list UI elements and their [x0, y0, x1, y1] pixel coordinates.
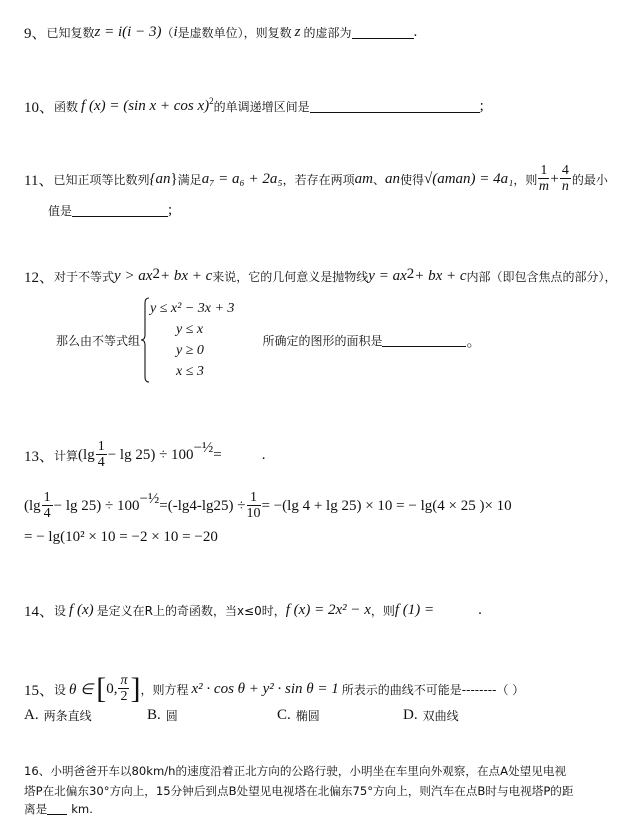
q9-formula: z	[294, 24, 301, 40]
option-text: 双曲线	[422, 709, 459, 723]
denominator: 10	[246, 506, 261, 521]
q11-text: ，若存在两项	[282, 172, 355, 187]
question-13-solution	[24, 491, 512, 521]
q13-end: .	[261, 446, 266, 463]
q9-number: 9、	[24, 26, 47, 42]
q13-formula: =	[213, 446, 222, 463]
q12-formula: y > ax	[114, 268, 153, 284]
q14-formula: f (x) = 2x² − x	[285, 602, 371, 618]
option-b[interactable]	[147, 707, 277, 724]
q12-formula: + bx + c	[414, 268, 467, 284]
q9-text: 的虚部为	[303, 26, 352, 40]
q11-number: 11、	[24, 172, 54, 189]
question-9	[24, 22, 417, 43]
q11-fraction	[560, 164, 571, 194]
q12-text: 那么由不等式组	[56, 333, 141, 348]
denominator: m	[538, 179, 549, 194]
q13-fraction	[96, 440, 107, 470]
q10-text: 函数	[54, 100, 79, 114]
q16-text: km.	[71, 802, 93, 816]
question-13-solution-line2: = − lg(10² × 10 = −2 × 10 = −20	[24, 529, 218, 545]
q12-formula: y = ax	[368, 268, 407, 284]
q11-formula: {a	[149, 170, 163, 187]
q11-text: 值是	[48, 204, 73, 218]
option-a[interactable]	[24, 707, 147, 724]
q13-fraction	[42, 491, 53, 521]
q10-number: 10、	[24, 100, 55, 116]
q12-text: 对于不等式	[54, 270, 115, 284]
q10-answer-blank[interactable]	[310, 100, 480, 113]
q10-end: ;	[479, 98, 484, 114]
q14-end: .	[478, 602, 482, 618]
q11-answer-blank[interactable]	[72, 204, 168, 217]
numerator: 1	[97, 439, 105, 454]
question-15	[24, 674, 524, 704]
q9-text: 已知复数	[46, 26, 95, 40]
question-12	[24, 266, 617, 287]
q13-solution-formula: = −(lg 4 + lg 25) × 10 = − lg(4 × 25 )× 10	[261, 497, 512, 514]
inequality: x ≤ 3	[176, 364, 204, 379]
q12-formula: + bx + c	[159, 268, 213, 284]
q9-formula: z = i(i − 3)	[94, 24, 162, 40]
q11-text: 的最小	[571, 172, 608, 187]
left-bracket: [	[96, 672, 107, 705]
question-12-system	[56, 297, 481, 383]
q15-fraction	[118, 674, 129, 704]
q15-formula: x² · cos θ + y² · sin θ = 1	[191, 680, 339, 697]
q11-text: 使得	[399, 172, 424, 187]
option-c[interactable]	[277, 707, 403, 724]
denominator: n	[561, 179, 569, 194]
q13-solution-formula: − lg 25) ÷ 100	[53, 497, 140, 514]
inequality-system	[150, 298, 234, 382]
q9-answer-blank[interactable]	[352, 26, 414, 39]
left-brace-icon	[140, 297, 150, 383]
q13-number: 13、	[24, 448, 55, 465]
q13-solution-formula: =(-lg4-lg25) ÷	[159, 497, 246, 514]
question-15-options	[24, 707, 459, 724]
q11-subscript: m	[362, 170, 373, 187]
inequality: y ≤ x² − 3x + 3	[150, 301, 235, 316]
denominator: 2	[120, 689, 128, 704]
q11-subscript: m	[444, 170, 456, 187]
option-label: D.	[403, 707, 418, 723]
q12-text: 内部（即包含焦点的部分），	[466, 270, 617, 284]
q14-text: ，则	[370, 604, 395, 618]
q13-fraction	[247, 491, 261, 521]
option-d[interactable]	[403, 707, 459, 724]
q14-text: 设	[54, 604, 67, 618]
q11-end: ;	[168, 202, 173, 218]
q14-text: 是定义在R上的奇函数，当x≤0时，	[96, 604, 286, 618]
q10-exponent: 2	[209, 96, 214, 106]
q15-number: 15、	[24, 682, 55, 699]
q12-answer-blank[interactable]	[382, 334, 466, 347]
q14-formula: f (1) =	[394, 602, 435, 618]
denominator: 4	[97, 455, 105, 470]
option-label: C.	[277, 707, 291, 723]
question-10	[24, 96, 484, 117]
q11-text: 满足	[177, 172, 202, 187]
q11-subscript: n	[392, 170, 400, 187]
q9-text: 是虚数单位），则复数	[177, 26, 292, 40]
q12-end: 。	[466, 333, 482, 350]
q15-text: ，则方程	[140, 682, 189, 697]
inequality: y ≤ x	[176, 322, 204, 337]
option-text: 两条直线	[43, 709, 92, 723]
q13-solution-formula: (lg	[24, 497, 41, 514]
q16-answer-blank[interactable]	[47, 803, 67, 815]
q12-exponent: 2	[152, 266, 160, 282]
question-16-line1: 16、小明爸爸开车以80km/h的速度沿着正北方向的公路行驶，小明坐在车里向外观察，在点A处望见电视	[24, 764, 567, 778]
q13-formula: (lg	[78, 446, 95, 463]
q14-number: 14、	[24, 604, 55, 620]
q12-text: 来说，它的几何意义是抛物线	[212, 270, 369, 284]
q10-formula: f (x) = (sin x + cos x)	[81, 98, 210, 114]
q11-formula: a	[455, 170, 464, 187]
numerator: π	[120, 673, 128, 688]
question-13	[24, 440, 266, 470]
q11-formula: a₇ = a₆ + 2a₅	[201, 170, 283, 187]
q13-text: 计算	[54, 448, 79, 463]
q11-plus: +	[550, 170, 559, 187]
q12-exponent: 2	[406, 266, 415, 282]
q11-fraction	[538, 164, 549, 194]
q15-formula: θ ∈	[69, 681, 94, 698]
q11-text: 、	[372, 172, 385, 187]
option-text: 椭圆	[295, 709, 320, 723]
q15-text: 所表示的曲线不可能是--------（ ）	[341, 682, 525, 697]
q15-text: 设	[54, 682, 67, 697]
q11-text: ，则	[513, 172, 538, 187]
q11-formula: a	[384, 170, 393, 187]
question-11-line2	[48, 202, 172, 219]
q16-text: 离是	[24, 802, 48, 816]
q12-text: 所确定的图形的面积是	[262, 333, 383, 348]
q14-formula: f (x)	[69, 602, 94, 618]
option-text: 圆	[165, 709, 178, 723]
question-16-line3	[24, 801, 93, 817]
q13-formula: − lg 25) ÷ 100	[107, 446, 194, 463]
question-11	[24, 164, 608, 194]
option-label: B.	[147, 707, 161, 723]
q11-subscript: n	[162, 170, 171, 187]
question-16-line2: 塔P在北偏东30°方向上，15分钟后到点B处望见电视塔在北偏东75°方向上，则汽车在点B时与电视塔P的距	[24, 784, 574, 798]
q11-subscript: n	[463, 170, 471, 187]
q11-formula: √(a	[423, 170, 445, 187]
q9-text: （	[161, 26, 174, 40]
q15-formula: 0,	[106, 680, 118, 697]
q13-exponent: −½	[139, 491, 160, 507]
numerator: 1	[540, 163, 548, 178]
q11-formula: ) = 4a₁	[470, 170, 514, 187]
denominator: 4	[43, 506, 51, 521]
q13-exponent: −½	[193, 440, 214, 456]
inequality: y ≥ 0	[176, 343, 204, 358]
q10-text: 的单调递增区间是	[213, 100, 310, 114]
right-bracket: ]	[130, 672, 141, 705]
q11-formula: a	[354, 170, 363, 187]
numerator: 1	[247, 491, 261, 506]
option-label: A.	[24, 707, 39, 723]
numerator: 1	[43, 490, 51, 505]
question-14	[24, 600, 482, 621]
numerator: 4	[561, 163, 569, 178]
q9-formula: i	[173, 24, 178, 40]
q9-end: .	[413, 24, 418, 40]
q11-text: 已知正项等比数列	[53, 172, 150, 187]
q12-number: 12、	[24, 270, 55, 286]
q11-formula: }	[170, 170, 178, 187]
